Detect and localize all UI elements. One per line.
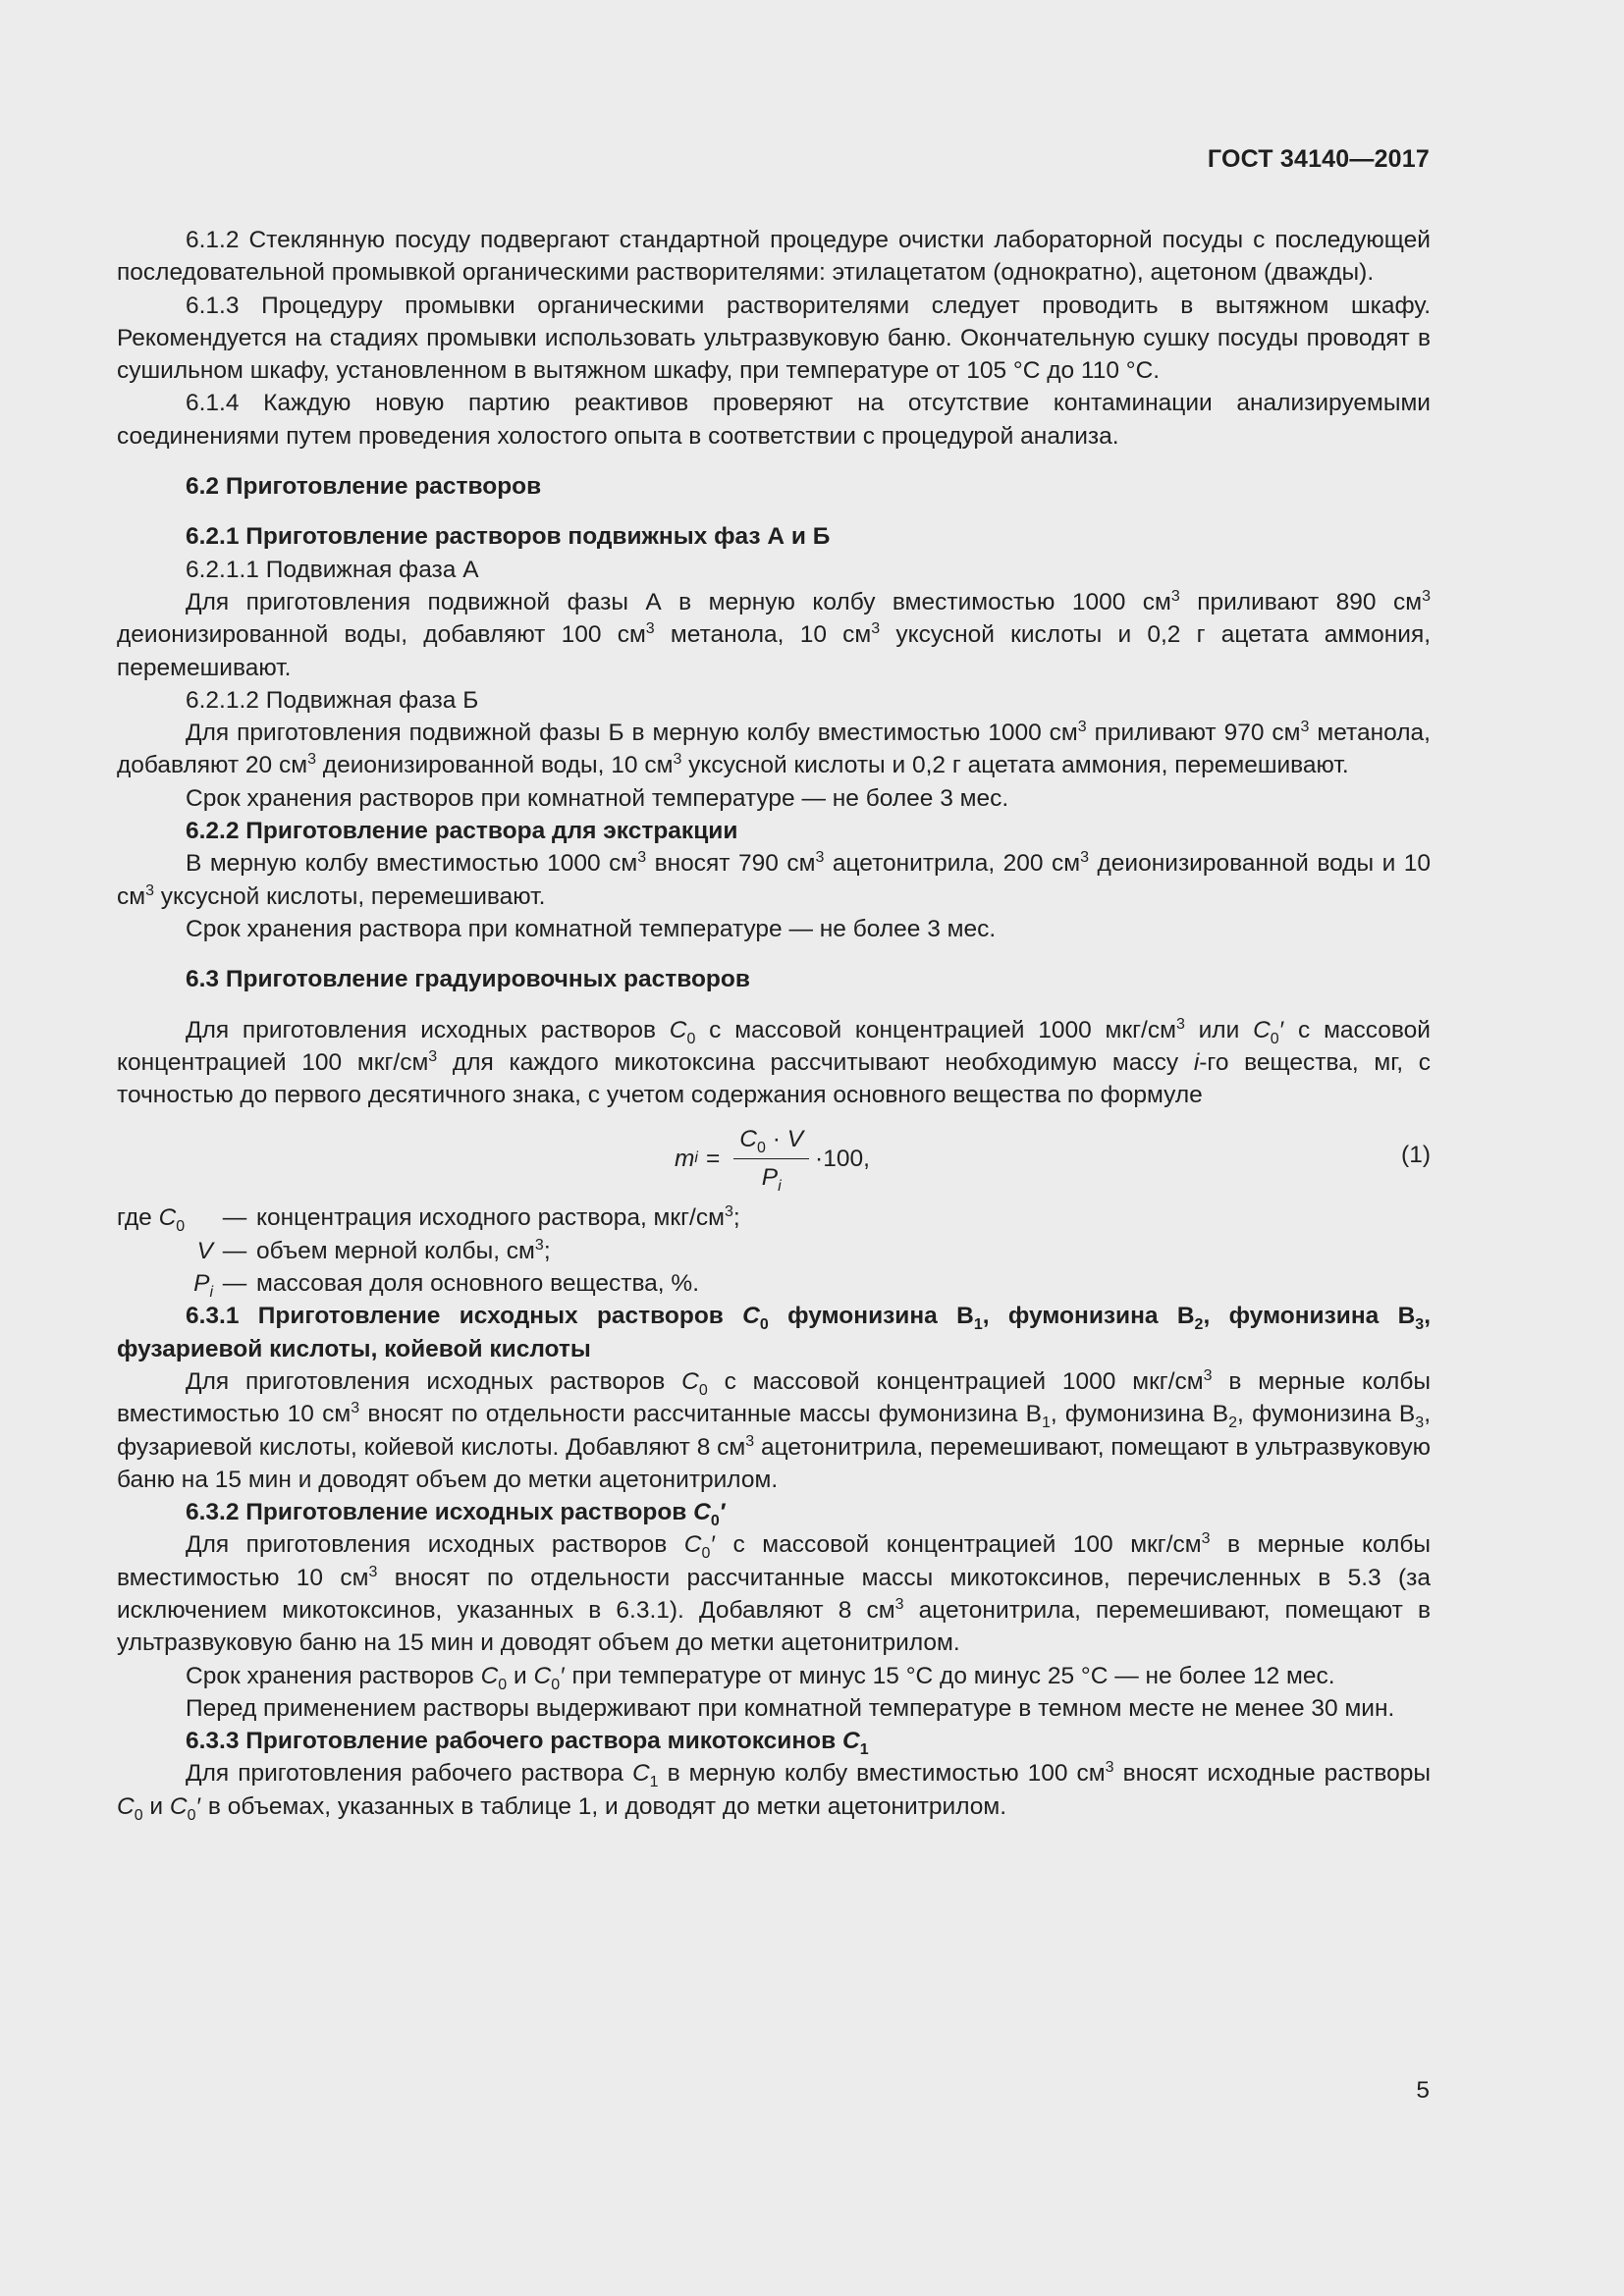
paragraph-6-3-1: Для приготовления исходных растворов $C_0$ с массовой концентрацией 1000 мкг/$см^3$ в мерные колбы вместимостью 10 $см^3$ вносят по отдельности рассчитанные массы фумонизина $В_1$, фумонизина $В_2$, фумонизина $В_3$, фузариевой кислоты, койевой кислоты. Добавляют 8 $см^3$ ацетонитрила, перемешивают, помещают в ультразвуковую баню на 15 мин и доводят объем до метки ацетонитрилом.	[117, 1366, 1431, 1493]
legend-v: V — объем мерной колбы, $см^3$;	[196, 1236, 551, 1264]
formula-number: (1)	[1401, 1142, 1431, 1169]
paragraph-phase-a: Для приготовления подвижной фазы А в мерную колбу вместимостью 1000 $см^3$ приливают 890 $см^3$ деионизированной воды, добавляют 100 $см^3$ метанола, 10 $см^3$ уксусной кислоты и 0,2 г ацетата аммония, перемешивают.	[117, 587, 1432, 681]
paragraph-storage-1: Срок хранения растворов при комнатной температуре — не более 3 мес.	[186, 784, 1009, 812]
paragraph-6-1-2: 6.1.2 Стеклянную посуду подвергают стандартной процедуре очистки лабораторной посуды с последующей последовательной промывкой органическими растворителями: этилацетатом (однократно), ацетоном (дважды).	[117, 227, 1431, 287]
paragraph-extraction: В мерную колбу вместимостью 1000 $см^3$ вносят 790 $см^3$ ацетонитрила, 200 $см^3$ деионизированной воды и 10 $см^3$ уксусной кислоты, перемешивают.	[117, 849, 1431, 910]
paragraph-6-1-4: 6.1.4 Каждую новую партию реактивов проверяют на отсутствие контаминации анализируемыми соединениями путем проведения холостого опыта в соответствии с процедурой анализа.	[117, 390, 1431, 450]
paragraph-storage-3: Срок хранения растворов $C_0$ и $C_0'$ при температуре от минус 15 °C до минус 25 °C — не более 12 мес.	[186, 1662, 1335, 1693]
heading-6-3-2: 6.3.2 Приготовление исходных растворов $C_0'$	[186, 1499, 727, 1530]
formula-1: m i = $\frac{C_0 \cdot V}{P_i}$ ·100, (1)	[117, 1117, 1431, 1200]
paragraph-phase-b: Для приготовления подвижной фазы Б в мерную колбу вместимостью 1000 $см^3$ приливают 970 $см^3$ метанола, добавляют 20 $см^3$ деионизированной воды, 10 $см^3$ уксусной кислоты и 0,2 г ацетата аммония, перемешивают.	[117, 719, 1431, 779]
legend-p: $P_i$ — массовая доля основного вещества, %.	[193, 1270, 700, 1302]
heading-6-3: 6.3 Приготовление градуировочных растворов	[186, 966, 750, 993]
heading-6-2-1-1: 6.2.1.1 Подвижная фаза А	[186, 556, 479, 583]
document-code-header: ГОСТ 34140—2017	[1207, 145, 1430, 173]
heading-6-3-1: 6.3.1 Приготовление исходных растворов $C_0$ фумонизина $В_1$, фумонизина $В_2$, фумонизина $В_3$, фузариевой кислоты, койевой кислоты	[117, 1303, 1431, 1362]
heading-6-2: 6.2 Приготовление растворов	[186, 473, 542, 501]
document-body	[117, 224, 1431, 1823]
heading-6-2-2: 6.2.2 Приготовление раствора для экстракции	[186, 818, 738, 845]
paragraph-storage-2: Срок хранения раствора при комнатной температуре — не более 3 мес.	[186, 915, 997, 942]
paragraph-6-1-3: 6.1.3 Процедуру промывки органическими растворителями следует проводить в вытяжном шкафу. Рекомендуется на стадиях промывки использовать ультразвуковую баню. Окончательную сушку посуды проводят в сушильном шкафу, установленном в вытяжном шкафу, при температуре от 105 °C до 110 °C.	[117, 292, 1431, 385]
page-number: 5	[1416, 2077, 1430, 2104]
heading-6-3-3: 6.3.3 Приготовление рабочего раствора микотоксинов $C_1$	[186, 1728, 869, 1759]
paragraph-before-use: Перед применением растворы выдерживают при комнатной температуре в темном месте не менее 30 мин.	[186, 1694, 1395, 1722]
paragraph-6-3-2: Для приготовления исходных растворов $C_0'$ с массовой концентрацией 100 мкг/$см^3$ в мерные колбы вместимостью 10 $см^3$ вносят по отдельности рассчитанные массы микотоксинов, перечисленных в 5.3 (за исключением микотоксинов, указанных в 6.3.1). Добавляют 8 $см^3$ ацетонитрила, перемешивают, помещают в ультразвуковую баню на 15 мин и доводят объем до метки ацетонитрилом.	[117, 1530, 1432, 1657]
heading-6-2-1-2: 6.2.1.2 Подвижная фаза Б	[186, 686, 479, 714]
heading-6-2-1: 6.2.1 Приготовление растворов подвижных фаз А и Б	[186, 523, 831, 551]
legend-c0: где $C_0$ — концентрация исходного раствора, мкг/$см^3$;	[117, 1203, 740, 1236]
paragraph-6-3-3: Для приготовления рабочего раствора $C_1$ в мерную колбу вместимостью 100 $см^3$ вносят исходные растворы $C_0$ и $C_0'$ в объемах, указанных в таблице 1, и доводят до метки ацетонитрилом.	[117, 1759, 1431, 1824]
paragraph-6-3: Для приготовления исходных растворов $C_0$ с массовой концентрацией 1000 мкг/$см^3$ или $C_0'$ с массовой концентрацией 100 мкг/$см^3$ для каждого микотоксина рассчитывают необходимую массу i-го вещества, мг, с точностью до первого десятичного знака, с учетом содержания основного вещества по формуле	[117, 1015, 1431, 1109]
